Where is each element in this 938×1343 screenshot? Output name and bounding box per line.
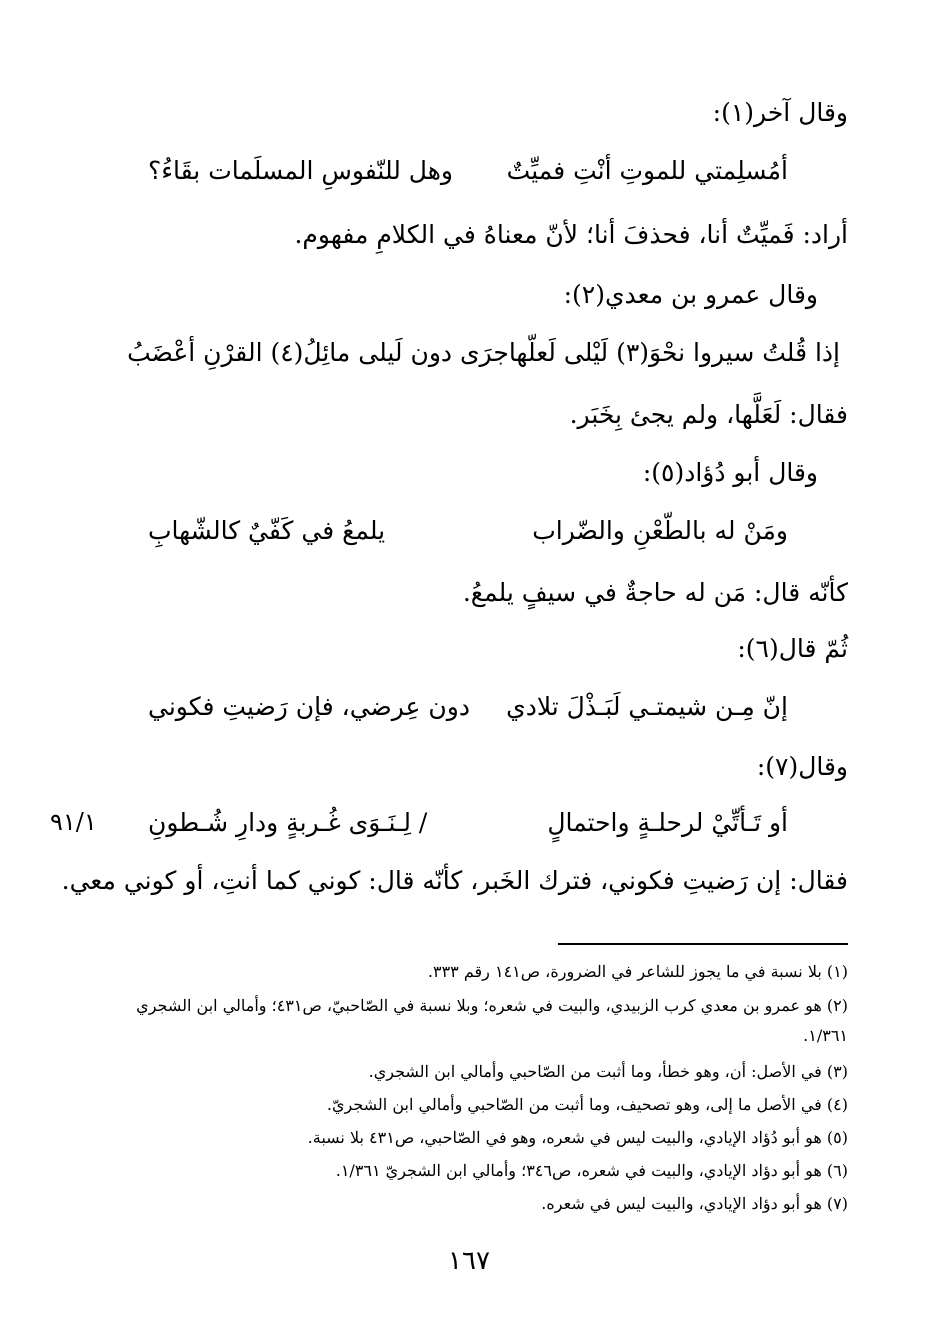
footnote: (٢) هو عمرو بن معدي كرب الزبيدي، والبيت في شعره؛ وبلا نسبة في الصّاحبيّ، ص٤٣١؛ وأمالي ابن الشجري ١/٣٦١. bbox=[136, 996, 848, 1045]
verse-line bbox=[148, 808, 788, 838]
footnote: (٥) هو أبو دُؤاد الإيادي، والبيت ليس في شعره، وهو في الصّاحبي، ص٤٣١ بلا نسبة. bbox=[307, 1128, 848, 1147]
verse-hemistich-second: جرَى دون لَيلى مائِلُ(٤) القرْنِ أعْضَبُ bbox=[127, 338, 509, 367]
verse-hemistich-first: أمُسلِمتي للموتِ أنْتِ فميِّتٌ bbox=[506, 156, 788, 185]
text-line: وقال آخر(١): bbox=[712, 98, 848, 127]
text-line: ثُمّ قال(٦): bbox=[737, 634, 848, 663]
text-line: وقال(٧): bbox=[756, 752, 848, 781]
footnote: (٤) في الأصل ما إلى، وهو تصحيف، وما أثبت من الصّاحبي وأمالي ابن الشجريّ. bbox=[326, 1095, 848, 1114]
marginal-reference: ٩١/١ bbox=[50, 808, 97, 836]
verse-line bbox=[148, 156, 788, 186]
verse-hemistich-second: / لِـنَـوَى غُـربةٍ ودارِ شُـطونِ bbox=[148, 808, 428, 837]
text-line: وقال أبو دُؤاد(٥): bbox=[642, 458, 818, 487]
verse-hemistich-second: دون عِرضي، فإن رَضيتِ فكوني bbox=[148, 692, 470, 721]
verse-hemistich-first: إنّ مِـن شيمتـي لَبَـذْلَ تلادي bbox=[506, 692, 788, 721]
verse-hemistich-first: أو تَـأتِّيْ لرحلـةٍ واحتمالٍ bbox=[547, 808, 788, 837]
verse-hemistich-first: ومَنْ له بالطّعْنِ والضّراب bbox=[532, 516, 788, 545]
verse-line bbox=[127, 338, 840, 368]
text-line: أراد: فَميِّتٌ أنا، فحذفَ أنا؛ لأنّ معناهُ في الكلامِ مفهوم. bbox=[294, 220, 848, 249]
verse-line bbox=[148, 516, 788, 546]
text-line: فقال: لَعَلَّها، ولم يجئ بِخَبَر. bbox=[569, 400, 848, 429]
page-number: ١٦٧ bbox=[448, 1246, 490, 1276]
verse-line bbox=[148, 692, 788, 722]
footnote: (٧) هو أبو دؤاد الإيادي، والبيت ليس في شعره. bbox=[541, 1194, 848, 1213]
verse-hemistich-first: إذا قُلتُ سيروا نحْوَ(٣) لَيْلى لَعلّها bbox=[508, 338, 840, 367]
footnote: (٣) في الأصل: أن، وهو خطأ، وما أثبت من الصّاحبي وأمالي ابن الشجري. bbox=[368, 1062, 848, 1081]
verse-hemistich-second: وهل للنّفوسِ المسلَمات بقَاءُ؟ bbox=[148, 156, 453, 185]
text-line: كأنّه قال: مَن له حاجةٌ في سيفٍ يلمعُ. bbox=[462, 578, 848, 607]
text-line: وقال عمرو بن معدي(٢): bbox=[563, 280, 818, 309]
footnote: (١) بلا نسبة في ما يجوز للشاعر في الضرورة، ص١٤١ رقم ٣٣٣. bbox=[427, 962, 848, 981]
footnote-divider bbox=[558, 943, 848, 945]
verse-hemistich-second: يلمعُ في كَفّيٌ كالشّهابِ bbox=[148, 516, 386, 545]
footnote: (٦) هو أبو دؤاد الإيادي، والبيت في شعره، ص٣٤٦؛ وأمالي ابن الشجريّ ١/٣٦١. bbox=[335, 1161, 848, 1180]
text-line: فقال: إن رَضيتِ فكوني، فترك الخَبر، كأنّه قال: كوني كما أنتِ، أو كوني معي. bbox=[61, 866, 848, 895]
